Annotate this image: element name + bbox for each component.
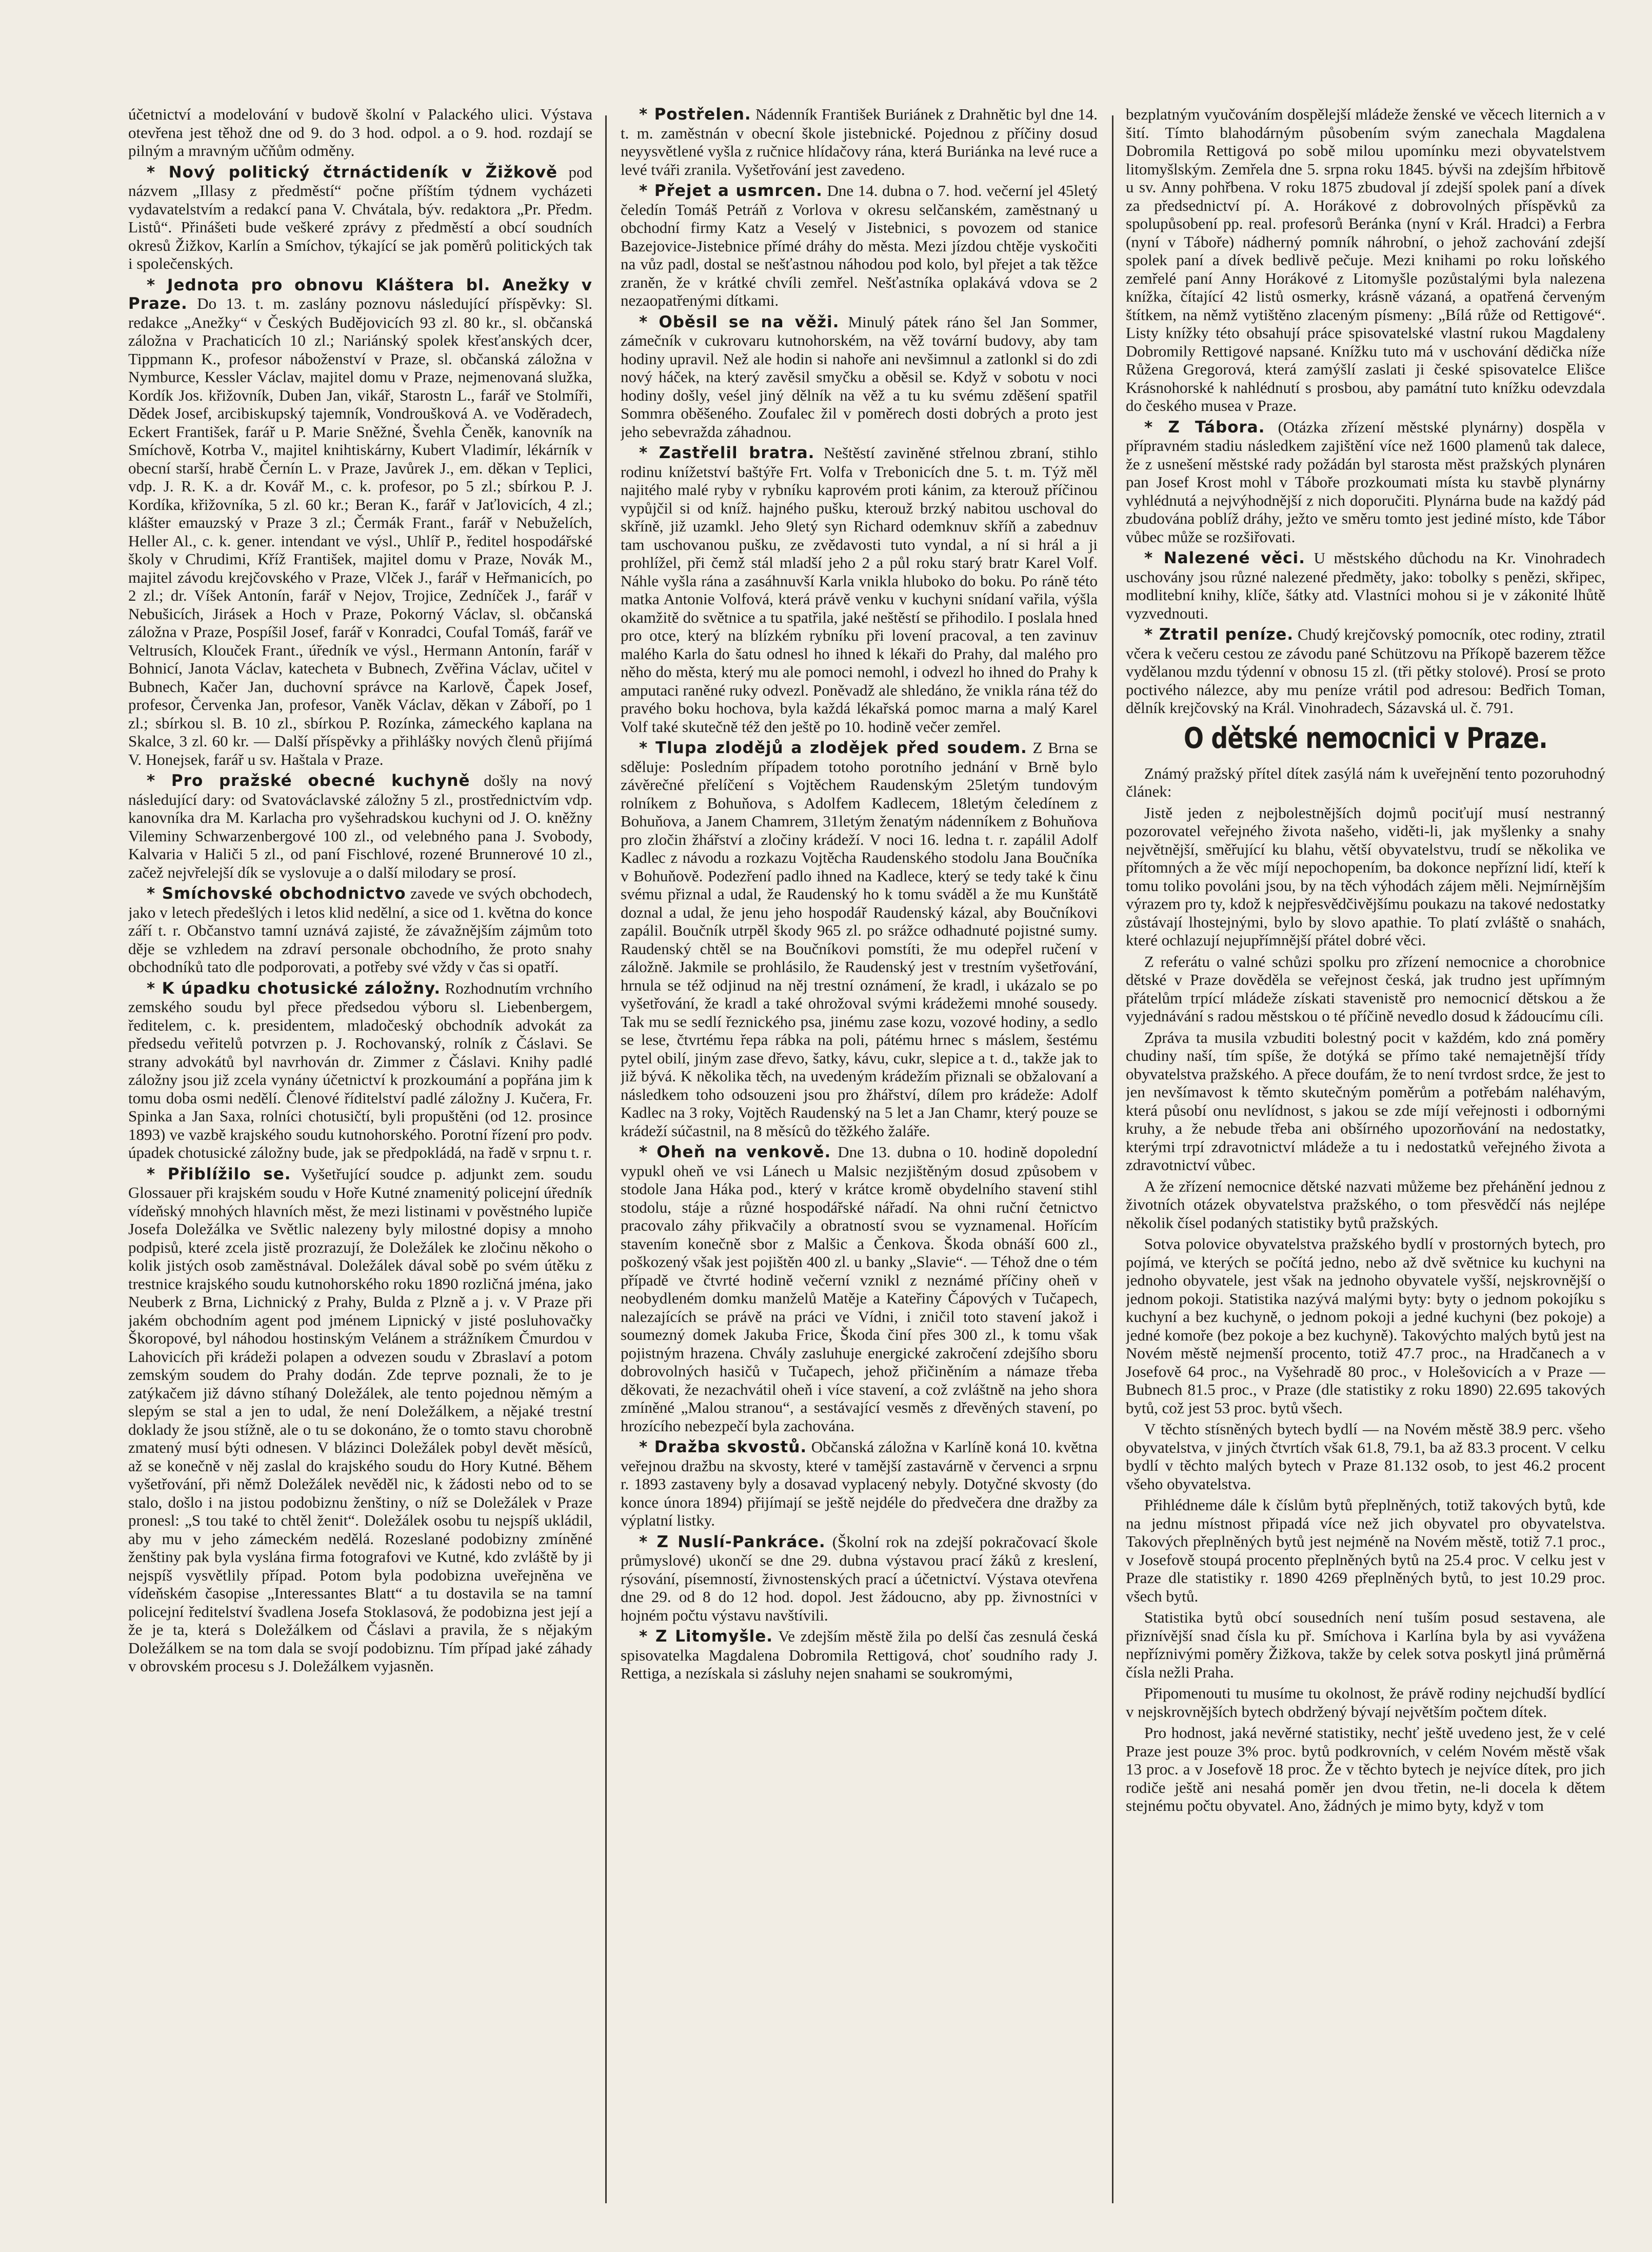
article-paragraph <box>128 163 592 273</box>
article-headline: * Jednota pro obnovu Kláštera bl. Anežky v Praze. <box>128 275 592 313</box>
column-3-article <box>1126 764 1605 1815</box>
article-paragraph <box>621 444 1098 736</box>
article-text: Rozhodnutím vrchního zemského soudu byl přece předsedou výboru sl. Liebenbergem, ředitelem, c. k. presidentem, mladočeský obchodník advokát za předsedu veřitelů potvrzen p. J. Rochovanský, rolník z Čáslavi. Se strany advokátů byl navrhován dr. Zimmer z Čáslavi. Knihy padlé záložny jsou již zcela vynány účetnictví k prozkoumání a popřána jim k tomu doba osmi nedělí. Členové říditelství padlé záložny J. Kučera, Fr. Spinka a Jan Saxa, rolníci chotusičtí, byli propuštěni (od 12. prosince 1893) ve vazbě krajského soudu kutnohorského. Porotní řízení pro podv. úpadek chotusické záložny bude, jak se předpokládá, na řadě v srpnu t. r. <box>128 979 592 1161</box>
article-text: Minulý pátek ráno šel Jan Sommer, zámečník v cukrovaru kutnohorském, na věž tovární budovy, aby tam hodiny upravil. Než ale hodin si nahoře ani nevšimnul a zatlonkl si do zdi nový háček, na který zavěsil smyčku a oběsil se. Když v sobotu v noci hodiny došly, veśel jiný dělník na věž a tu ku svému zděšení spatřil Sommra oběšeného. Zoufalec žil v poměrech dosti dobrých a proto jest jeho sebevražda záhadnou. <box>621 312 1098 441</box>
article-headline: * Nalezené věci. <box>1144 549 1306 567</box>
article-paragraph <box>1126 764 1605 801</box>
column-3 <box>1126 105 1605 2214</box>
article-text: účetnictví a modelování v budově školní v Palackého ulici. Výstava otevřena jest těhož dne od 9. do 3 hod. odpol. a o 9. hod. rozdají se pilným a mravným učňům odměny. <box>128 105 592 160</box>
article-paragraph <box>128 105 592 160</box>
article-text: U městského důchodu na Kr. Vinohradech uschovány jsou různé nalezené předměty, jako: tobolky s penězi, skřipec, modlitební knihy, klíče, šátky atd. Vlastníci mohou si je v zákonité lhůtě vyzvednouti. <box>1126 549 1605 622</box>
column-1 <box>128 105 592 2214</box>
article-paragraph <box>1126 1684 1605 1721</box>
article-text: V těchto stísněných bytech bydlí — na Novém městě 38.9 perc. všeho obyvatelstva, v jiných čtvrtích však 61.8, 79.1, ba až 83.3 procent. V celku bydlí v těchto malých bytech v Praze 81.132 osob, to jest 46.2 procent všeho obyvatelstva. <box>1126 1420 1605 1493</box>
article-headline: * Z Nuslí-Pankráce. <box>639 1532 826 1551</box>
article-paragraph <box>621 313 1098 441</box>
article-headline: * Smíchovské obchodnictvo <box>147 884 406 903</box>
article-text: Připomenouti tu musíme tu okolnost, že právě rodiny nejchudší bydlící v nejskrovnějších bytech obdržený bývají největším počtem dítek. <box>1126 1684 1605 1721</box>
article-paragraph <box>621 1533 1098 1625</box>
article-text: Známý pražský přítel dítek zasýlá nám k uveřejnění tento pozoruhodný článek: <box>1126 764 1605 800</box>
article-headline: * Přejet a usmrcen. <box>639 182 823 200</box>
article-paragraph <box>621 1438 1098 1530</box>
article-text: Pro hodnost, jaká nevěrné statistiky, nechť ještě uvedeno jest, že v celé Praze jest pouze 3% proc. bytů podkrovních, v celém Novém městě však 13 proc. a v Josefově 18 proc. Že v těchto bytech je nejvíce dítek, pro jich rodiče ještě ani nesahá poměr jen dvou třetin, ne-li docela k dětem stejnému počtu obyvatel. Ano, žádných je mimo byty, když v tom <box>1126 1724 1605 1814</box>
article-text: Zpráva ta musila vzbuditi bolestný pocit v každém, kdo zná poměry chudiny naší, tím spíše, že dotýká se přímo také nemajetnější třídy obyvatelstva pražského. A přece doufám, že to není tvrdost srdce, že jest to jen nevšímavost k těmto skutečným poměrům a potřebám naléhavým, která působí onu nevlídnost, s jakou se zde míjí veřejnosti i odbornými kruhy, a že nebude třeba ani obšírného upozorňování na nedostatky, kterými trpí zdravotnictví mládeže a tu i nedostatků veřejného života a zdravotnictví vůbec. <box>1126 1028 1605 1174</box>
column-divider <box>605 115 607 2203</box>
section-title: O dětské nemocnici v Praze. <box>1184 721 1547 755</box>
article-text: (Školní rok na zdejší pokračovací škole průmyslové) ukončí se dne 29. dubna výstavou prací žáků z kreslení, rýsování, písemností, živnostenských prací a účetnictví. Výstava otevřena dne 29. od 8 do 12 hod. dopol. Jest žádoucno, aby pp. živnostníci v hojném počtu výstavu navštívili. <box>621 1532 1098 1624</box>
article-headline: * Postřelen. <box>639 105 751 124</box>
article-text: zavede ve svých obchodech, jako v letech předešlých i letos klid nedělní, a sice od 1. května do konce září t. r. Občanstvo tamní uznává zajisté, že závažnějším zájmům toto děje se vzhledem na zdraví personale obchodního, že proto snahy obchodníků tato dle podporovati, a potřeby své vždy v čas si opatří. <box>128 884 592 976</box>
article-headline: * Oběsil se na věži. <box>639 312 840 331</box>
article-headline: * Pro pražské obecné kuchyně <box>147 772 470 790</box>
article-paragraph <box>1126 953 1605 1025</box>
article-headline: * Zastřelil bratra. <box>639 444 815 462</box>
article-paragraph <box>1126 1420 1605 1493</box>
article-text: Ve zdejším městě žila po delší čas zesnulá česká spisovatelka Magdalena Dobromila Rettigová, choť soudního rady J. Rettiga, a nezískala si zásluhy nejen snahami se soukromými, <box>621 1627 1098 1682</box>
article-text: Z referátu o valné schůzi spolku pro zřízení nemocnice a chorobnice dětské v Praze dověděla se veřejnost česká, jak trudno jest upřímným přátelům trpící mládeže získati stavenistě pro nemocnicí dětskou a že vyjednávání s radou městskou o té příčině nevedlo dosud k žádoucímu cíli. <box>1126 952 1605 1025</box>
article-text: bezplatným vyučováním dospělejší mládeže ženské ve věcech liternich a v šití. Tímto blahodárným působením svým zanechala Magdalena Dobromila Rettigová po sobě milou upomínku mezi obyvatelstvem litomyšlským. Zemřela dne 5. srpna roku 1845. bývši na zdejším hřbitově u sv. Anny pohřbena. V roku 1875 zbudoval jí zdejší spolek paní a dívek za předsednictví pí. A. Horákové z dobrovolných příspěvků za spolupůsobení pp. real. profesorů Beránka (nyní v Král. Hradci) a Ferbra (nyní v Táboře) nádherný pomník náhrobní, o jehož zachování zdejší spolek paní a dívek bedlivě pečuje. Mezi knihami po roku loňského zemřelé paní Anny Horákové z Litomyšle pozůstalými byla nalezena knížka, čítající 42 listů osmerky, krásně vázaná, a opatřená červeným štítkem, na němž vytištěno zlaceným písmeny: „Bílá růže od Rettigové“. Listy knížky této obsahují práce spisovatelské vlastní rukou Magdaleny Dobromily Rettigové napsané. Knížku tuto má v uschování dědička níže Růžena Gregorová, která zamýšlí zaslati ji české spisovatelce Elišce Krásnohorské k nahlédnutí s prosbou, aby památní tuto knížku odevzdala do českého musea v Praze. <box>1126 105 1605 414</box>
newspaper-page <box>128 105 1605 2214</box>
article-text: Z Brna se sděluje: Posledním případem totoho porotního jednání v Brně bylo závěrečné přelíčení s Vojtěchem Raudenským 25letým tundovým rolníkem z Bohuňova, s Adolfem Kadlecem, 18letým čeledínem z Bohuňova, a Janem Chamrem, 31letým ženatým nádenníkem z Bohuňova pro zločin žhářství a zločiny krádeží. V noci 16. ledna t. r. zapálil Adolf Kadlec z návodu a rozkazu Vojtěcha Raudenského stodolu Jana Boučníka v Bohuňově. Podezření padlo ihned na Kadlece, který se tedy také k činu svému přiznal a udal, že Raudenský ho k tomu sváděl a že mu Kunštátě doznal a udal, že jenu jeho hospodář Raudenský kázal, aby Boučníkovi zapálil. Boučník utrpěl škody 965 zl. po srážce odhadnuté pojistné sumy. Raudenský chtěl se na Boučníkovi pomstíti, že mu odepřel ručení v záložně. Jakmile se prohlásilo, že Raudenský jest v trestním vyšetřování, hrnula se též odjinud na něj trestní oznámení, že kradl, i ukázalo se po vyšetřování, že kradl a také ohrožoval svými krádežemi mnohé sousedy. Tak mu se sedlí řeznického psa, jinému zase kozu, vozové hodiny, a sedlo se lese, čtvrtému řepa rábka na poli, pátému hrnec s máslem, šestému pytel obilí, jiným zase dřevo, šatky, kávu, cukr, slepice a t. d., takže jak to již bývá. K několika těch, na uvedeným krádežím přiznali se obžalovaní a následkem toho odsouzeni jsou pro žhářství, dílem pro krádeže: Adolf Kadlec na 3 roky, Vojtěch Raudenský na 5 let a Jan Chamr, který pouze se krádeží súčastnil, na 8 měsíců do těžkého žaláře. <box>621 739 1098 1140</box>
article-paragraph <box>128 276 592 769</box>
column-3-news <box>1126 105 1605 717</box>
article-paragraph <box>1126 1235 1605 1417</box>
article-text: Jistě jeden z nejbolestnějších dojmů pociťují musí nestranný pozorovatel veřejného života našeho, viděti-li, jak myšlenky a snahy největnější, směřující ku blahu, větší obyvatelstvu, trudí se několika ve přítomných a že věc míjí nepochopením, ba dokonce nepřízní lidí, kteří k tomu toliko povoláni jsou, by na těch výhodách zájem měli. Nejmírnějším výrazem pro ty, kdož k nejpřesvědčivějšímu poukazu na takové nedostatky zůstávají lhostejnými, bylo by slovo apathie. To platí zvláště o snahách, které ochlazují nejupřímnější přátel dobré věci. <box>1126 803 1605 949</box>
article-headline: * K úpadku chotusické záložny. <box>147 979 441 998</box>
article-paragraph <box>1126 549 1605 622</box>
article-paragraph <box>1126 625 1605 717</box>
article-paragraph <box>1126 1177 1605 1232</box>
article-text: Nádenník František Buriánek z Drahnětic byl dne 14. t. m. zaměstnán v obecní škole jistebnické. Pojednou z příčiny dosud neyysvětlené vyšla z ručnice hlídačovy rána, která Buriánka na levé ruce a levé tváři zranila. Vyšetřování jest zavedeno. <box>621 105 1098 179</box>
article-text: Dne 13. dubna o 10. hodině dopolední vypukl oheň ve vsi Lánech u Malsic nezjištěným dosud způsobem v stodole Jana Háka pod., který v krátce kromě obydelního stavení stihl stodolu, stáje a různé hospodářské nářadí. Na ohni ruční četnictvo pracovalo záhy přikvačily a obratností svou se vyznamenal. Hořícím stavením konečně sbor z Malšic a Čenkova. Škoda obnáší 600 zl., poškozený však jest pojištěn 400 zl. u banky „Slavie“. — Téhož dne o tém případě ve čtvrté hodině večerní vznikl z neznámé příčiny oheň v neobydleném domku manželů Matěje a Kateřiny Čápových v Tučapech, nalezajících se právě na práci ve Vídni, i zničil toto stavení jakož i soumezný domek Jakuba Frice, Škoda činí přes 300 zl., k tomu však pojistným hrazena. Chvály zasluhuje energické zakročení zdejšího sboru dobrovolných hasičů v Tučapech, jehož přičiněním a námaze třeba děkovati, že nezachvátil oheň i více stavení, a což zvláštně na jeho shora zmíněné „Malou stranou“, a sestávající vesměs z dřevěných stavení, po hrozícího nebezpečí byla zachována. <box>621 1143 1098 1435</box>
article-paragraph <box>1126 1608 1605 1681</box>
article-paragraph <box>621 1143 1098 1435</box>
article-paragraph <box>128 1165 592 1675</box>
article-paragraph <box>128 979 592 1162</box>
article-paragraph <box>1126 105 1605 415</box>
article-text: Statistika bytů obcí sousedních není tuším posud sestavena, ale přiznívější snad čísla ku př. Smíchova i Karlína byla by asi vyvážena nepříznivými poměry Žižkova, takže by celek sotva poskytl jiná průměrná čísla nežli Praha. <box>1126 1608 1605 1681</box>
article-paragraph <box>128 772 592 881</box>
article-text: pod názvem „Illasy z předměstí“ počne příštím týdnem vycházeti vydavatelstvím a redakcí pana V. Chvátala, býv. redaktora „Pr. Předm. Listů“. Přinášeti bude veškeré zprávy z předměstí a obcí soudních okresů Žižkov, Karlín a Smíchov, týkající se jak poměrů politických tak i společenských. <box>128 163 592 272</box>
article-text: Chudý krejčovský pomocník, otec rodiny, ztratil včera k večeru cestou ze závodu pané Schützovu na Příkopě bazerem těžce vydělanou mzdu týdenní v obnosu 15 zl. (tři pětky stolové). Prosí se proto poctivého nálezce, aby mu peníze vrátil pod adresou: Bedřich Toman, dělník krejčovský na Král. Vinohradech, Sázavská ul. č. 791. <box>1126 625 1605 717</box>
article-paragraph <box>621 739 1098 1140</box>
article-headline: * Ztratil peníze. <box>1144 625 1294 644</box>
article-text: A že zřízení nemocnice dětské nazvati můžeme bez přehánění jednou z životních otázek obyvatelstva pražského, o tom přesvědčí nás nejlépe několik čísel podaných statistiky bytů pražských. <box>1126 1177 1605 1232</box>
article-text: Do 13. t. m. zaslány poznovu následující příspěvky: Sl. redakce „Anežky“ v Českých Budějovicích 93 zl. 80 kr., sl. občanská záložna v Prachaticích 10 zl.; Nariánský spolek křesťanských dcer, Tippmann K., profesor náboženství v Praze, sl. občanská záložna v Nymburce, Kessler Václav, majitel domu v Praze, nejmenovaná služka, Kordík Jos. křižovník, Duben Jan, vikář, Starostn L., farář ve Stolmíři, Dědek Josef, arcibiskupský tajemník, Vondroušková A. ve Voděradech, Eckert František, farář u P. Marie Sněžné, Švehla Čeněk, kanovník na Smíchově, Kotrba V., majitel knihtiskárny, Kubert Vladimír, lékárník v obecní starší, hrabě Černín L. v Praze, Javůrek J., em. děkan v Teplici, vdp. J. R. K. a dr. Kovář M., c. k. profesor, po 5 zl.; sbírkou P. J. Kordíka, křižovníka, 5 zl. 60 kr.; Beran K., farář v Jaťlovicích, 4 zl.; klášter emauzský v Praze 3 zl.; Čermák Frant., farář v Nebuželích, Heller Al., c. k. gener. intendant ve výsl., Uhlíř P., ředitel hospodářské školy v Chrudimi, Kříž František, majitel domu v Praze, Novák M., majitel závodu krejčovského v Praze, Vlček J., farář v Heřmanicích, po 2 zl.; dr. Víšek Antonín, farář v Nejov, Trojice, Zedníček J., farář v Nebušicích, Jirásek a Hoch v Praze, Pokorný Václav, sl. občanská záložna v Praze, Pospíšil Josef, farář v Konradci, Coufal Tomáš, farář ve Veltrusích, Klouček Frant., úředník ve výsl., Hermann Antonín, farář v Bohnicí, Janota Václav, katecheta v Bubnech, Zvěřina Václav, učitel v Bubnech, Kačer Jan, duchovní správce na Karlově, Čapek Josef, profesor, Červenka Jan, profesor, Vaněk Václav, děkan v Záboří, po 1 zl.; sbírkou sl. B. 10 zl., sbírkou P. Rozínka, zámeckého kaplana na Skalce, 3 zl. 60 kr. — Další příspěvky a přihlášky nových členů přijímá V. Honejsek, farář u sv. Haštala v Praze. <box>128 294 592 768</box>
article-paragraph <box>1126 1496 1605 1605</box>
article-paragraph <box>621 182 1098 310</box>
column-2 <box>621 105 1098 2214</box>
article-headline: * Dražba skvostů. <box>639 1438 807 1456</box>
article-text: Sotva polovice obyvatelstva pražského bydlí v prostorných bytech, pro pojímá, ve kterých se počítá jedno, nebo až dvě světnice ku kuchyni na jednoho obyvatele, jest však na jednoho obyvatele vyšší, nejskrovnější o jednom pokoji. Statistika nazývá malými byty: byty o jednom pokojíku s kuchyní a bez kuchyně, o jednom pokoji a jedné kuchyni (bez pokoje) a jedné komoře (bez pokoje a bez kuchyně). Takovýchto malých bytů jest na Novém městě nejmenší procento, totiž 47.7 proc., na Hradčanech a v Josefově 64 proc., na Vyšehradě 80 proc., v Holešovicích a v Praze — Bubnech 81.5 proc., v Praze (dle statistiky z roku 1890) 22.695 takových bytů, což jest 53 proc. bytů všech. <box>1126 1235 1605 1417</box>
article-paragraph <box>1126 1029 1605 1174</box>
article-text: Vyšetřující soudce p. adjunkt zem. soudu Glossauer při krajském soudu v Hoře Kutné znamenitý policejní úředník vídeňský mnohých hlavních měst, že mezi listinami v pověstného lupiče Josefa Doležálka ve Světlic nalezeny byly milostné dopisy a mnoho podpisů, které zcela jistě prozrazují, že Doležálek ke zločinu někoho o kolik jistých osob zaměstnával. Doležálek dával sobě po svém útěku z trestnice krajského soudu kutnohorského roku 1890 rozličná jména, jako Neuberk z Brna, Lichnický z Prahy, Bulda z Plzně a j. v. V Praze při jakém obchodním agent pod jménem Lipnický v jisté posluhovačky Škoropové, byl náhodou hostinským Velánem a strážníkem Čmurdou v Lahovicích při krádeži polapen a odvezen soudu v Zbraslaví a potom zemským soudem do Prahy dodán. Zde teprve poznali, že to je zatýkačem již dávno stíhaný Doležálek, ale tento pojednou němým a slepým se stal a jen to udal, že není Doležálkem, a nějaké trestní doklady že jsou stížně, ale o tu se dokonáno, že o tomto stavu chorobně zmatený musí býti odnesen. V blázinci Doležálek pobyl devět měsíců, až se konečně v něj zaslal do krajského soudu do Hory Kutné. Během vyšetřování, při němž Doležálek nevěděl nic, k žádosti nebo od to se stalo, došlo i na jistou podobiznu ženštiny, o níž se Doležálek v Praze pronesl: „S tou také to chtěl ženit“. Doležálek osobu tu nejspíš ukládil, aby mu v jeho zámeckém nedělá. Rozeslané podobizny zmíněné ženštiny pak byla vyslána firma fotografovi ve Kutné, kdo zvláště by ji nejspíš vysvětlily případ. Potom byla podobizna uveřejněna ve vídeňském časopise „Interessantes Blatt“ a tu dostavila se na tamní policejní ředitelství švadlena Josefa Stoklasová, že podobizna jest její a že je ta, která s Doležálkem od Čáslavi a pravila, že s nějakým Doležálkem se na tom dala se svojí podobiznu. Tím případ jaké záhady v obrovském procesu s J. Doležálkem vyjasněn. <box>128 1164 592 1675</box>
article-paragraph <box>1126 418 1605 546</box>
article-text: Občanská záložna v Karlíně koná 10. května veřejnou dražbu na skvosty, které v tamější zastavárně v červenci a srpnu r. 1893 zastaveny byly a dosavad vyplacený nebyly. Dotyčné skvosty (do konce února 1894) přijímají se ještě nejdéle do předvečera dne dražby za výplatní listky. <box>621 1438 1098 1529</box>
article-headline: * Nový politický čtrnáctideník v Žižkově <box>147 163 558 182</box>
article-paragraph <box>1126 804 1605 950</box>
article-headline: * Oheň na venkově. <box>639 1143 831 1161</box>
article-text: (Otázka zřízení městské plynárny) dospěla v přípravném stadiu následkem zajištění více než 1600 plamenů tak dalece, že z usnešení městské rady požádán byl starosta měst pražských plynáren pan Josef Krost mohl v Táboře prozkoumati místa ku stavbě plynárny vyhlédnutá a nejvýhodnější z nich doporučiti. Plynárna bude na každý pád zbudována poblíž dráhy, ježto ve směru tomto jest jediné místo, kde Tábor vůbec může se rozšiřovati. <box>1126 418 1605 546</box>
article-text: Přihlédneme dále k číslům bytů přeplněných, totiž takových bytů, kde na jednu místnost připadá více než jich obyvatel pro obyvatelstva. Takových přeplněných bytů jest nejméně na Novém městě, totiž 7.1 proc., v Josefově stoupá procento přeplněných bytů na 25.4 proc. V celku jest v Praze dle statistiky r. 1890 4269 přeplněných bytů, to jest 10.29 proc. všech bytů. <box>1126 1496 1605 1605</box>
article-headline: * Přiblížilo se. <box>147 1164 291 1183</box>
article-paragraph <box>1126 1724 1605 1815</box>
article-text: Dne 14. dubna o 7. hod. večerní jel 45letý čeledín Tomáš Petráň z Vorlova v okresu selčanském, zaměstnaný u obchodní firmy Katz a Veselý v Jistebnici, s povozem od stanice Bazejovice-Jistebnice přímé dráhy do města. Mezi jízdou chtěje vyskočiti na vůz padl, dostal se nešťastnou náhodou pod kolo, byl přejet a tak těžce zraněn, že v krátké chvíli zemřel. Nešťastníka oplakává vdova se 2 nezaopatřenými dítkami. <box>621 182 1098 309</box>
article-text: došly na nový následující dary: od Svatováclavské záložny 5 zl., prostřednictvím vdp. kanovníka dra M. Karlacha pro vyšehradskou kuchyni od J. O. kněžny Vileminy Schwarzenbergové 100 zl., od velebného pana J. Svobody, Kalvaria v Haliči 5 zl., od paní Fischlové, rozené Brunnerové 10 zl., začež nejvřelejší dík se vyslovuje a o další milodary se prosí. <box>128 772 592 881</box>
article-paragraph <box>621 105 1098 179</box>
article-headline: * Z Tábora. <box>1144 418 1265 437</box>
article-headline: * Tlupa zlodějů a zlodějek před soudem. <box>639 739 1027 757</box>
article-text: Neštěstí zaviněné střelnou zbraní, stihlo rodinu knížetství baštýře Frt. Volfa v Trebonicích dne 5. t. m. Týž měl najitého malé ryby v rybníku kaprovém proti kánim, za kterouž příčinou vypůjčil si od kníž. hajného pušku, kterouž brzký nabitou uschoval do skříně, již uzamkl. Jeho 9letý syn Richard odemknuv skříň a zabednuv tam uschovanou pušku, ze zvědavosti tuto vyndal, a ní si hrál a ji prohlížel, při čemž stál mladší jeho 2 a půl roku starý bratr Karel Volf. Náhle vyšla rána a zasáhnuvší Karla vnikla hluboko do boku. Po ráně této matka Antonie Volfová, která právě venku v kuchyni snídaní vařila, výšla okamžitě do světnice a tu spatřila, jaké neštěstí se přihodilo. I poslala hned pro otce, který na blízkém rybníku při lovení pracoval, a ten zavinuv malého Karla do šatu odnesl ho ihned k lékaři do Prahy, dal malého pro něho do města, který mu ale pomoci nemohl, i odvezl ho ihned do Prahy k amputaci raněné ruky odvezl. Poněvadž ale shledáno, že vnikla rána též do pravého boku hochova, byla každá lékařská pomoc marna a malý Karel Volf také skutečně též den ještě po 10. hodině večer zemřel. <box>621 444 1098 736</box>
column-divider <box>1112 115 1113 2203</box>
article-headline: * Z Litomyšle. <box>639 1627 773 1646</box>
article-paragraph <box>128 884 592 976</box>
article-paragraph <box>621 1627 1098 1683</box>
